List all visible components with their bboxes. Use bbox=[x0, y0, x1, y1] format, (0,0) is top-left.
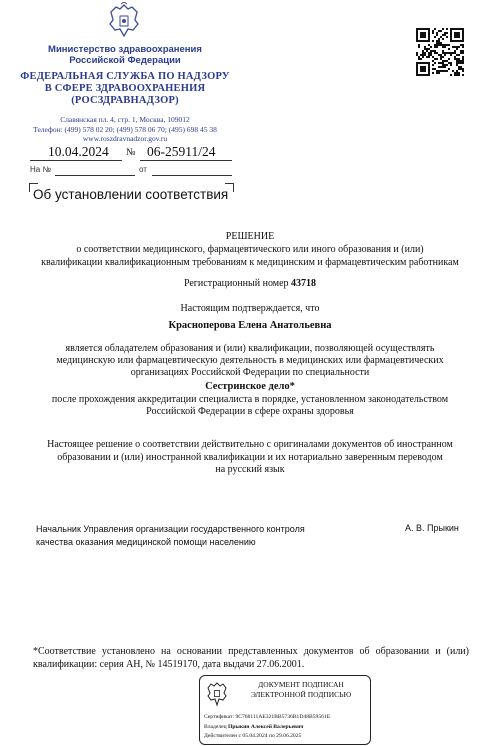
e-signature-stamp bbox=[199, 675, 371, 745]
registration-line: Регистрационный номер 43718 bbox=[183, 278, 317, 289]
validity-line: Действителен с 05.04.2024 по 29.06.2025 bbox=[204, 733, 302, 739]
coat-of-arms-emblem bbox=[107, 2, 141, 40]
specialty-name: Сестринское дело* bbox=[205, 381, 295, 392]
qr-code-icon bbox=[416, 28, 464, 76]
stamp-title: ДОКУМЕНТ ПОДПИСАН ЭЛЕКТРОННОЙ ПОДПИСЬЮ bbox=[250, 680, 352, 699]
registration-number: 43718 bbox=[291, 278, 317, 289]
decision-title: РЕШЕНИЕ bbox=[225, 231, 275, 242]
document-number: 06-25911/24 bbox=[147, 144, 216, 159]
subject-line: Об установлении соответствия bbox=[33, 187, 229, 202]
validity-paragraph: Настоящее решение о соответствии действительно с оригиналами документов об иностранном образовании и (или) иностранной квалификации и их нотариально заверенным переводом на русский язык bbox=[47, 439, 453, 475]
accreditation-paragraph: после прохождения аккредитации специалиста в порядке, установленном законодательством Российской Федерации в сфере охраны здоровья bbox=[51, 394, 449, 417]
certificate-line: Сертификат: 9C768111AE321BB5736B1D48B59561E bbox=[204, 714, 331, 720]
agency-name: ФЕДЕРАЛЬНАЯ СЛУЖБА ПО НАДЗОРУ В СФЕРЕ ЗДРАВООХРАНЕНИЯ (РОСЗДРАВНАДЗОР) bbox=[20, 71, 230, 106]
decision-subtitle: о соответствии медицинского, фармацевтического или иного образования и (или) квалификации квалификационным требованиям к медицинским и фармацевтическим работникам bbox=[41, 244, 459, 268]
footnote: *Соответствие установлено на основании представленных документов об образовании и (или) квалификации: серия АН, № 14519170, дата выдачи 27.06.2001. bbox=[33, 646, 469, 670]
agency-address: Славянская пл. 4, стр. 1, Москва, 109012 Телефон: (499) 578 02 20; (499) 578 06 70; (495) 698 45 38 www.roszdravnadzor.gov.ru bbox=[33, 115, 217, 143]
confirmation-text: Настоящим подтверждается, что bbox=[180, 303, 320, 314]
reference-label: На № bbox=[30, 165, 52, 174]
signatory-name: А. В. Прыкин bbox=[405, 523, 459, 533]
number-sign: № bbox=[126, 147, 136, 158]
signatory-position: Начальник Управления организации государственного контроля качества оказания медицинской помощи населению bbox=[36, 524, 305, 547]
stamp-emblem-icon bbox=[206, 681, 228, 707]
qualification-paragraph: является обладателем образования и (или) квалификации, позволяющей осуществлять медицинскую или фармацевтическую деятельность в медицинских или фармацевтических организациях Российской Федерации по специальности bbox=[56, 343, 444, 378]
reference-from-label: от bbox=[139, 165, 147, 174]
owner-line: Владелец Прыкин Алексей Валерьевич bbox=[204, 723, 304, 730]
document-date: 10.04.2024 bbox=[48, 144, 109, 159]
ministry-name: Министерство здравоохранения Российской Федерации bbox=[48, 44, 202, 66]
person-name: Красноперова Елена Анатольевна bbox=[168, 320, 332, 331]
